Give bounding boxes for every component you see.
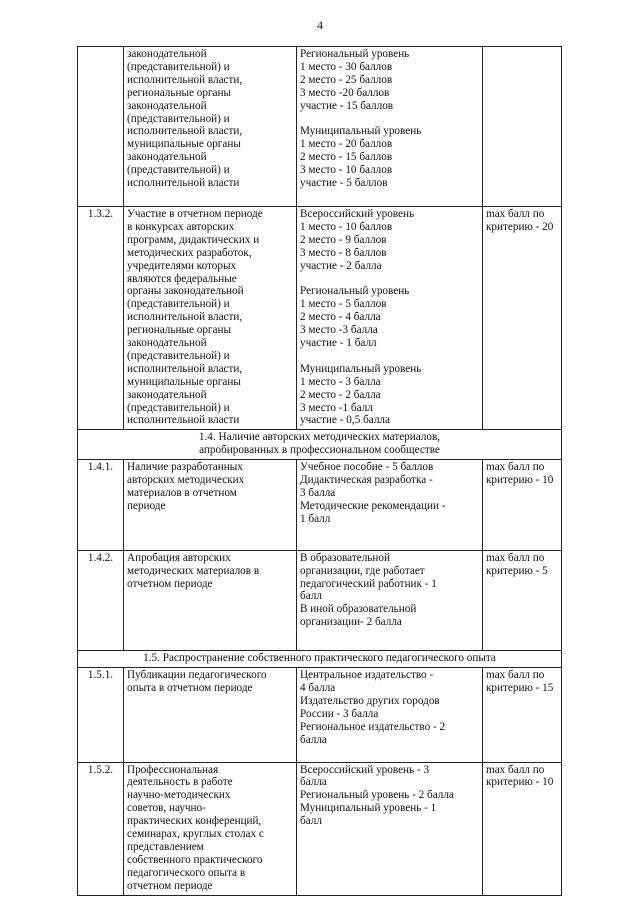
score-scale [297,762,483,895]
score-line: Региональный уровень [300,285,410,298]
score-line: Издательство других городов [300,694,440,707]
score-line: В образовательной [300,551,390,564]
section-title-line: 1.4. Наличие авторских методических материалов, [198,431,441,444]
criterion-line: муниципальные органы [127,138,241,151]
criterion-line: научно-методических [127,789,231,802]
max-score [483,206,562,429]
score-scale [297,206,483,429]
score-line: Всероссийский уровень [300,207,415,220]
section-title [78,651,562,668]
criterion-line: исполнительной власти [127,177,240,190]
criterion-line: в конкурсах авторских [127,220,235,233]
score-line [300,113,479,126]
criterion-row [78,460,562,551]
criteria-table [77,46,562,896]
criterion-line: исполнительной власти [127,414,240,427]
score-line: участие - 5 баллов [300,177,388,190]
score-line: балл [300,815,322,828]
criterion-line: законодательной [127,388,207,401]
criterion-line: исполнительной власти, [127,125,243,138]
score-line: 2 место - 15 баллов [300,151,393,164]
criterion-line: (представительной) и [127,349,230,362]
score-line: России - 3 балла [300,707,379,720]
criterion-line: законодательной [127,151,207,164]
criterion-line: периоде [127,499,166,512]
criteria-table-body [78,47,562,896]
criterion-line: законодательной [127,99,207,112]
score-line: 3 место -3 балла [300,324,378,337]
criterion-line: отчетном периоде [127,577,213,590]
criterion-line: исполнительной власти, [127,362,243,375]
criterion-description [124,550,297,650]
criterion-line: Публикации педагогического [127,669,267,682]
score-line: участие - 2 балла [300,259,382,272]
criterion-line: педагогического опыта в [127,866,246,879]
criterion-description [124,206,297,429]
score-line: 2 место - 2 балла [300,388,381,401]
score-line: 3 место - 10 баллов [300,164,393,177]
score-line: Муниципальный уровень [300,125,422,138]
criterion-line: отчетном периоде [127,879,213,892]
score-line: Региональный уровень [300,48,410,60]
criterion-row [78,668,562,762]
criterion-line: материалов в отчетном [127,487,237,499]
criterion-line: Участие в отчетном периоде [127,207,263,220]
criterion-row [78,47,562,207]
criterion-line: законодательной [127,337,207,350]
score-line: Муниципальный уровень - 1 [300,802,437,815]
score-line: балла [300,776,327,789]
criterion-line: программ, дидактических и [127,233,260,246]
section-header-row [78,430,562,460]
score-line: организации, где работает [300,564,425,577]
max-score-line: критерию - 20 [486,220,554,233]
criterion-description [124,668,297,762]
score-scale [297,550,483,650]
score-line: балл [300,590,322,603]
criterion-line: исполнительной власти, [127,73,243,86]
criterion-number: 1.5.1. [78,668,124,762]
criterion-line: региональные органы [127,324,231,337]
criterion-description [124,47,297,207]
score-line: 1 место - 20 баллов [300,138,393,151]
criterion-line: муниципальные органы [127,375,241,388]
score-line: 1 место - 3 балла [300,375,381,388]
criterion-number: 1.4.2. [78,550,124,650]
score-line: балла [300,733,327,746]
section-title [78,430,562,460]
max-score-line: критерию - 10 [486,474,554,487]
score-line: Учебное пособие - 5 баллов [300,461,434,474]
max-score-line: max балл по [486,207,545,220]
criterion-description [124,762,297,895]
score-line: 1 место - 5 баллов [300,298,387,311]
score-line: 2 место - 4 балла [300,311,381,324]
score-line: Всероссийский уровень - 3 [300,763,430,776]
score-line: участие - 1 балл [300,337,377,350]
criterion-description [124,460,297,551]
max-score-line: max балл по [486,763,545,776]
max-score [483,550,562,650]
score-line: 1 балл [300,512,331,525]
section-header-row [78,651,562,668]
criterion-line: Апробация авторских [127,551,231,564]
criterion-line: деятельность в работе [127,776,233,789]
criterion-line: законодательной [127,48,207,60]
score-line: 2 место - 9 баллов [300,233,387,246]
criterion-line: (представительной) и [127,401,230,414]
score-line: 3 место -1 балл [300,401,373,414]
max-score [483,460,562,551]
score-line: Муниципальный уровень [300,362,422,375]
page-number: 4 [317,18,323,32]
criterion-row [78,762,562,895]
criterion-line: являются федеральные [127,272,237,285]
criterion-number: 1.4.1. [78,460,124,551]
max-score [483,762,562,895]
score-scale [297,47,483,207]
criterion-line: органы законодательной [127,285,244,298]
score-line: 4 балла [300,681,336,694]
criterion-line: (представительной) и [127,298,230,311]
max-score-line: критерию - 10 [486,776,554,789]
score-scale [297,460,483,551]
score-line: участие - 0,5 балла [300,414,390,427]
criterion-line: (представительной) и [127,60,230,73]
criterion-line: региональные органы [127,86,231,99]
criterion-number: 1.5.2. [78,762,124,895]
score-line: 3 место - 8 баллов [300,246,387,259]
score-line: 1 место - 10 баллов [300,220,393,233]
score-line: 2 место - 25 баллов [300,73,393,86]
criterion-line: (представительной) и [127,164,230,177]
score-line: 3 место -20 баллов [300,86,390,99]
max-score [483,668,562,762]
criterion-line: опыта в отчетном периоде [127,681,253,694]
score-line: Центральное издательство - [300,669,434,682]
score-line: В иной образовательной [300,603,417,616]
score-scale [297,668,483,762]
criterion-row [78,550,562,650]
score-line: организации- 2 балла [300,616,402,629]
max-score-line: max балл по [486,669,545,682]
score-line: участие - 15 баллов [300,99,394,112]
criterion-line: методических материалов в [127,564,260,577]
max-score-line: max балл по [486,551,545,564]
score-line: педагогический работник - 1 [300,577,437,590]
criterion-row [78,206,562,429]
criterion-line: (представительной) и [127,112,230,125]
criterion-number [78,47,124,207]
score-line: Дидактическая разработка - [300,474,433,487]
score-line [300,350,479,363]
criterion-line: представлением [127,840,204,853]
max-score-line: критерию - 5 [486,564,548,577]
section-title-line: 1.5. Распространение собственного практического педагогического опыта [143,652,496,665]
criterion-line: Профессиональная [127,763,219,776]
criterion-line: семинарах, круглых столах с [127,828,264,841]
criterion-line: практических конференций, [127,815,262,828]
criterion-line: методических разработок, [127,246,252,259]
criterion-line: советов, научно- [127,802,206,815]
criterion-line: собственного практического [127,853,263,866]
criterion-line: учредителями которых [127,259,237,272]
score-line: 1 место - 30 баллов [300,60,393,73]
max-score-line: max балл по [486,461,545,474]
score-line [300,273,479,286]
criterion-line: Наличие разработанных [127,461,243,474]
max-score [483,47,562,207]
score-line: Региональное издательство - 2 [300,720,446,733]
criterion-number: 1.3.2. [78,206,124,429]
score-line: 3 балла [300,487,336,499]
score-line: Методические рекомендации - [300,499,446,512]
score-line: Региональный уровень - 2 балла [300,789,454,802]
criterion-line: исполнительной власти, [127,311,243,324]
criterion-line: авторских методических [127,474,245,487]
section-title-line: апробированных в профессиональном сообществе [199,444,440,457]
max-score-line: критерию - 15 [486,681,554,694]
